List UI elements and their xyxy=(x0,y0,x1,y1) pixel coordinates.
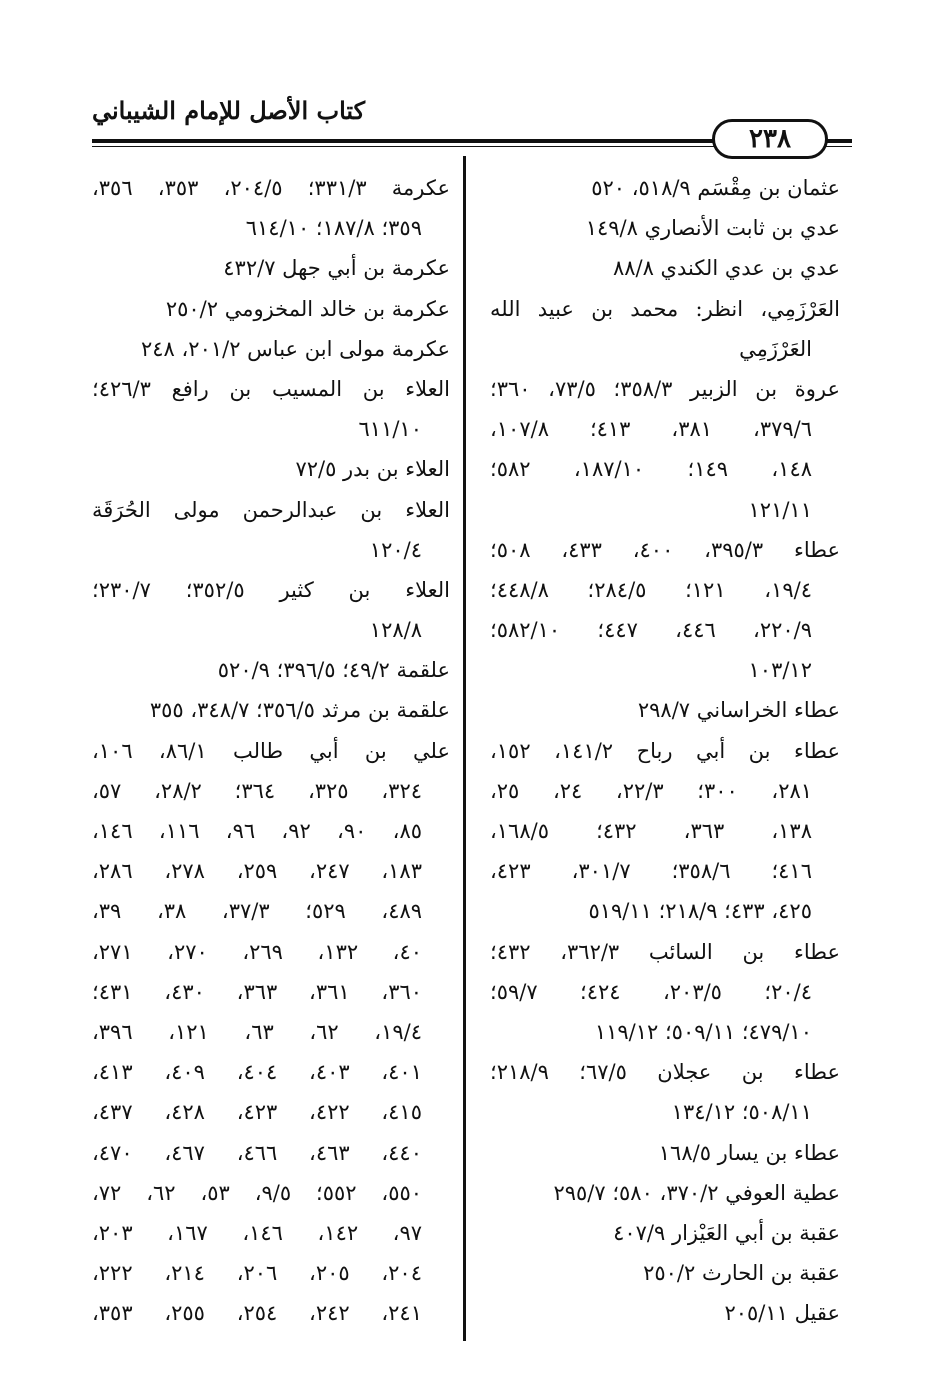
index-entry-line: ٢٢٠/٩، ٤٤٦، ٤٤٧؛ ٥٨٢/١٠؛ xyxy=(490,618,813,643)
index-entry-line: ٤٠، ١٣٢، ٢٦٩، ٢٧٠، ٢٧١، xyxy=(92,939,423,964)
index-entry-line: عقبة بن أبي العَيْزار ٤٠٧/٩ xyxy=(613,1220,840,1245)
index-entry-line: ٣٢٤، ٣٢٥، ٣٦٤؛ ٢٨/٢، ٥٧، xyxy=(92,778,423,803)
index-entry-line: عطاء ٣٩٥/٣، ٤٠٠، ٤٣٣، ٥٠٨؛ xyxy=(490,537,840,562)
index-entry-line: ١٩/٤، ١٢١؛ ٢٨٤/٥؛ ٤٤٨/٨؛ xyxy=(490,577,812,602)
index-entry-line: عكرمة بن خالد المخزومي ٢٥٠/٢ xyxy=(165,296,450,321)
index-entry-line: العلاء بن بدر ٧٢/٥ xyxy=(295,457,450,482)
index-entry-line: ٤٤٠، ٤٦٣، ٤٦٦، ٤٦٧، ٤٧٠، xyxy=(92,1140,422,1165)
index-entry-line: ٤٠١، ٤٠٣، ٤٠٤، ٤٠٩، ٤١٣، xyxy=(92,1060,422,1085)
index-entry-line: ١٢٨/٨ xyxy=(369,618,422,643)
index-entry-line: ١٩/٤، ٦٢، ٦٣، ١٢١، ٣٩٦، xyxy=(92,1019,423,1044)
index-entry-line: ٢٠/٤؛ ٢٠٣/٥، ٤٢٤؛ ٥٩/٧؛ xyxy=(490,979,812,1004)
index-entry-line: عدي بن عدي الكندي ٨٨/٨ xyxy=(612,256,840,281)
index-entry-line: ٣٦٠، ٣٦١، ٣٦٣، ٤٣٠، ٤٣١؛ xyxy=(92,979,423,1004)
column-divider xyxy=(463,156,466,1341)
index-entry-line: عقبة بن الحارث ٢٥٠/٢ xyxy=(643,1261,840,1286)
index-entry-line: عطية العوفي ٣٧٠/٢، ٥٨٠؛ ٢٩٥/٧ xyxy=(553,1180,840,1205)
index-entry-line: ٥٥٠، ٥٥٢؛ ٩/٥، ٥٣، ٦٢، ٧٢، xyxy=(92,1180,423,1205)
index-entry-line: عكرمة ٣٣١/٣؛ ٢٠٤/٥، ٣٥٣، ٣٥٦، xyxy=(92,176,451,200)
index-entry-line: علقمة ٤٩/٢؛ ٣٩٦/٥؛ ٥٢٠/٩ xyxy=(217,658,450,683)
index-entry-line: ١٢٠/٤ xyxy=(369,537,422,562)
index-entry-line: ٥٠٨/١١؛ ١٣٤/١٢ xyxy=(671,1100,812,1125)
index-entry-line: ١٢١/١١ xyxy=(748,497,812,522)
index-entry-line: ٣٥٩؛ ١٨٧/٨؛ ٦١٤/١٠ xyxy=(245,216,422,241)
index-entry-line: ١٨٣، ٢٤٧، ٢٥٩، ٢٧٨، ٢٨٦، xyxy=(92,859,422,884)
index-entry-line: ٣٧٩/٦، ٣٨١، ٤١٣؛ ١٠٧/٨، xyxy=(490,417,813,442)
index-entry-line: عثمان بن مِقْسَم ٥١٨/٩، ٥٢٠ xyxy=(591,176,840,200)
index-column-left xyxy=(92,168,450,1333)
index-entry-line: ٤٨٩، ٥٢٩؛ ٣٧/٣، ٣٨، ٣٩، xyxy=(92,899,423,924)
index-entry-line: ١٣٨، ٣٦٣، ٤٣٢؛ ١٦٨/٥، xyxy=(490,819,812,843)
index-entry-line: ٤٧٩/١٠؛ ٥٠٩/١١؛ ١١٩/١٢ xyxy=(594,1019,812,1044)
index-entry-line: علقمة بن مرثد ٣٥٦/٥؛ ٣٤٨/٧، ٣٥٥ xyxy=(149,698,450,723)
index-entry-line: عطاء بن عجلان ٦٧/٥؛ ٢١٨/٩؛ xyxy=(490,1060,840,1085)
index-entry-line: ٤٢٥، ٤٣٣؛ ٢١٨/٩؛ ٥١٩/١١ xyxy=(588,899,812,924)
index-column-right xyxy=(490,168,840,1333)
index-entry-line: عروة بن الزبير ٣٥٨/٣؛ ٧٣/٥، ٣٦٠؛ xyxy=(490,376,840,401)
page-number: ٢٣٨ xyxy=(712,119,828,159)
index-entry-line: العلاء بن عبدالرحمن مولى الحُرَقَة xyxy=(92,497,450,522)
index-entry-line: ٢٤١، ٢٤٢، ٢٥٤، ٢٥٥، ٣٥٣، xyxy=(92,1301,422,1326)
index-entry-line: العلاء بن كثير ٣٥٢/٥؛ ٢٣٠/٧؛ xyxy=(92,577,450,602)
index-entry-line: ٢٨١، ٣٠٠؛ ٢٢/٣، ٢٤، ٢٥، xyxy=(490,778,813,803)
index-entry-line: عكرمة بن أبي جهل ٤٣٢/٧ xyxy=(223,256,450,281)
index-entry-line: العَرْزَمِي، انظر: محمد بن عبيد الله xyxy=(490,296,840,321)
index-entry-line: عطاء بن السائب ٣٦٢/٣، ٤٣٢؛ xyxy=(490,939,841,964)
index-entry-line: علي بن أبي طالب ٨٦/١، ١٠٦، xyxy=(92,738,450,763)
index-entry-line: ٩٧، ١٤٢، ١٤٦، ١٦٧، ٢٠٣، xyxy=(92,1220,423,1245)
index-entry-line: العَرْزَمِي xyxy=(739,336,812,361)
index-entry-line: عطاء الخراساني ٢٩٨/٧ xyxy=(637,698,840,723)
index-entry-line: عكرمة مولى ابن عباس ٢٠١/٢، ٢٤٨ xyxy=(141,336,450,361)
index-entry-line: عطاء بن يسار ١٦٨/٥ xyxy=(658,1140,840,1165)
index-entry-line: ٤١٥، ٤٢٢، ٤٢٣، ٤٢٨، ٤٣٧، xyxy=(92,1100,422,1125)
index-entry-line: ١٠٣/١٢ xyxy=(748,658,812,683)
index-entry-line: عطاء بن أبي رباح ١٤١/٢، ١٥٢، xyxy=(490,738,841,763)
index-entry-line: ٢٠٤، ٢٠٥، ٢٠٦، ٢١٤، ٢٢٢، xyxy=(92,1261,422,1286)
index-entry-line: العلاء بن المسيب بن رافع ٤٢٦/٣؛ xyxy=(92,376,450,401)
index-entry-line: ٦١١/١٠ xyxy=(358,417,422,442)
index-entry-line: ١٤٨، ١٤٩؛ ١٨٧/١٠، ٥٨٢؛ xyxy=(490,457,813,482)
book-title: كتاب الأصل للإمام الشيباني xyxy=(92,96,366,125)
index-entry-line: ٨٥، ٩٠، ٩٢، ٩٦، ١١٦، ١٤٦، xyxy=(92,819,423,843)
index-entry-line: ٤١٦؛ ٣٥٨/٦؛ ٣٠١/٧، ٤٢٣، xyxy=(490,859,812,884)
index-entry-line: عدي بن ثابت الأنصاري ١٤٩/٨ xyxy=(585,216,840,241)
index-entry-line: عقيل ٢٠٥/١١ xyxy=(724,1301,840,1326)
